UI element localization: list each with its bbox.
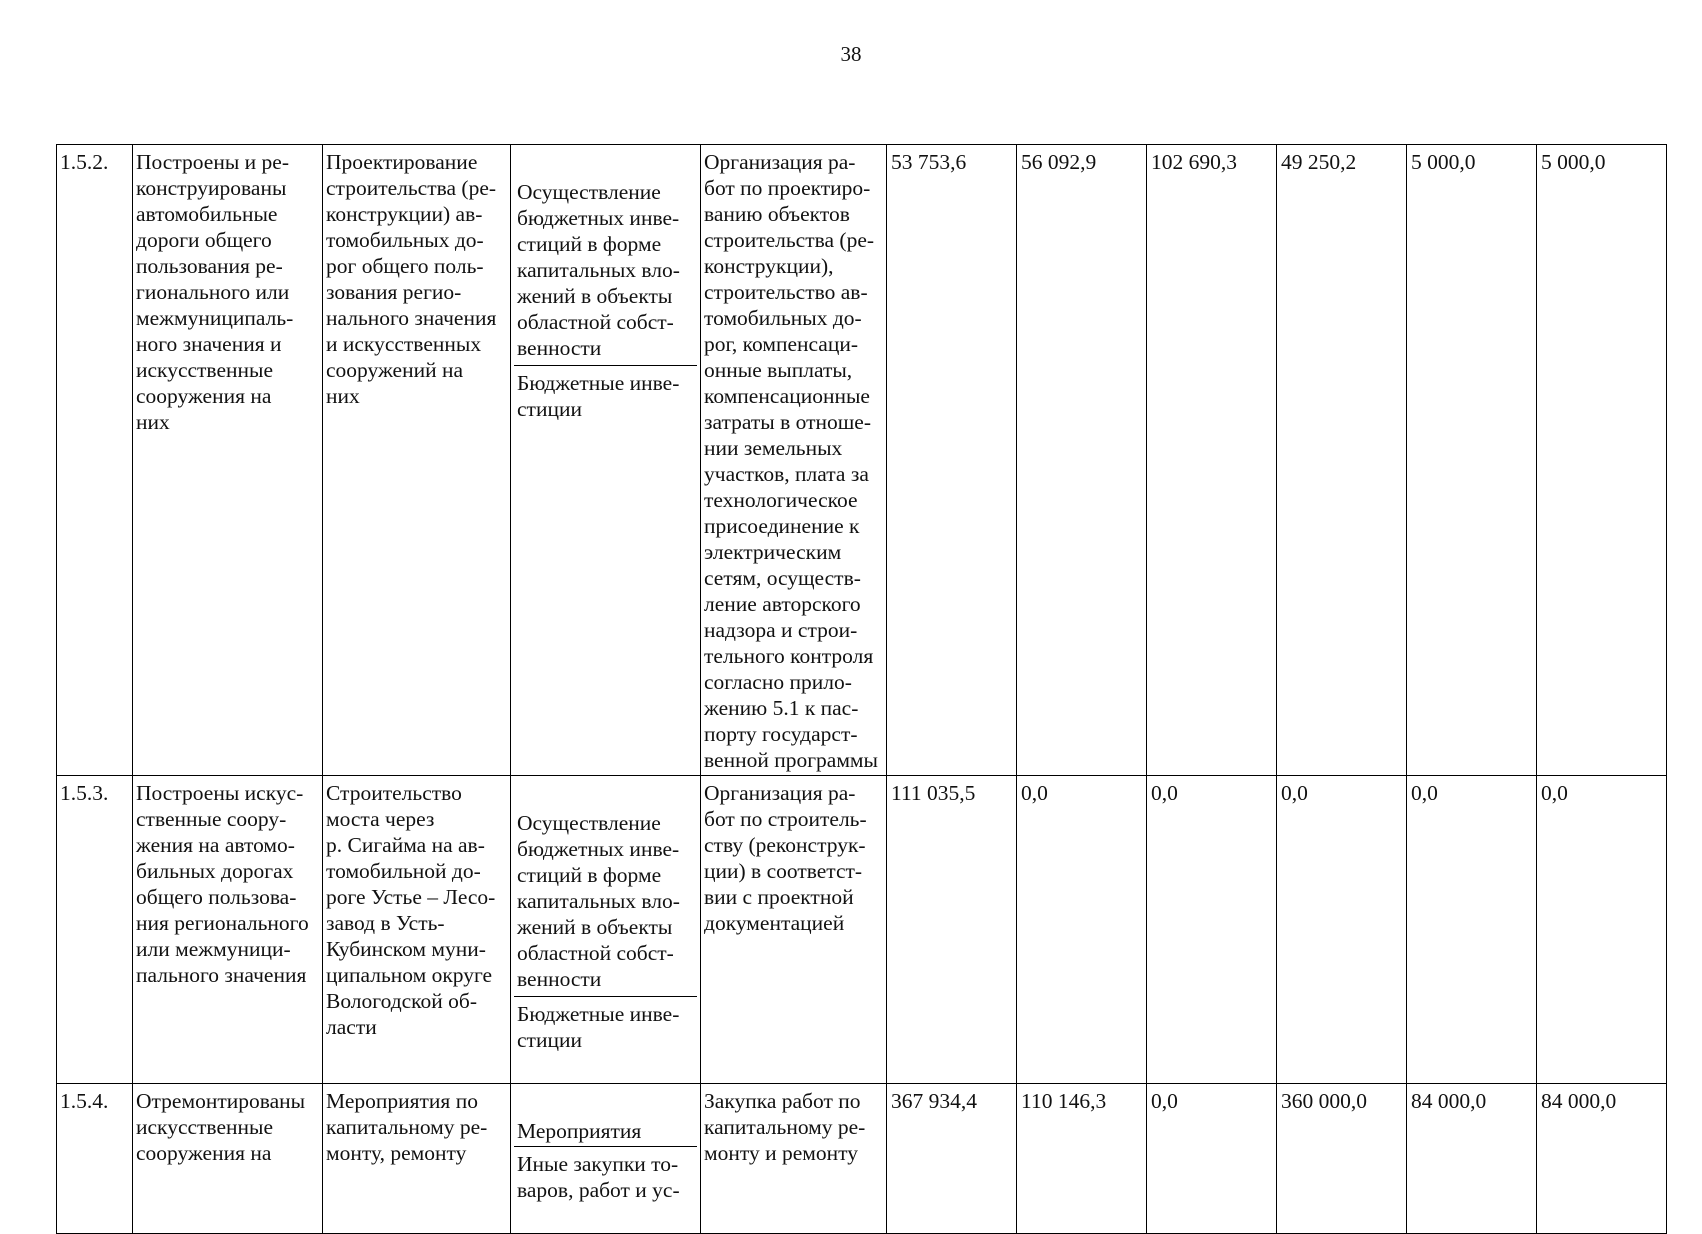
value-cell: 360 000,0 xyxy=(1277,1084,1407,1234)
type-primary: Осуществление бюджетных инве- стиций в форме капитальных вло- жений в объекты областной собст- венности xyxy=(514,806,697,997)
result-cell: Отремонтированы искусственные сооружения на xyxy=(133,1084,323,1234)
value-cell: 84 000,0 xyxy=(1407,1084,1537,1234)
object-cell: Проектирование строительства (ре- конструкции) ав- томобильных до- рог общего поль- зования регио- нального значения и искусственных сооружений на них xyxy=(323,145,511,776)
type-secondary: Бюджетные инве- стиции xyxy=(517,371,680,421)
row-code: 1.5.4. xyxy=(57,1084,133,1234)
description-cell: Организация ра- бот по проектиро- ванию объектов строительства (ре- конструкции), строительство ав- томобильных до- рог, компенсаци- онные выплаты, компенсационные затраты в отноше- нии земельных участков, плата за технологическое присоединение к электрическим сетям, осуществ- ление авторского надзора и строи- тельного контроля согласно прило- жению 5.1 к пас- порту государст- венной программы xyxy=(701,145,887,776)
type-secondary: Иные закупки то- варов, работ и ус- xyxy=(517,1152,680,1202)
value-cell: 102 690,3 xyxy=(1147,145,1277,776)
table-row xyxy=(57,1084,1667,1234)
type-secondary: Бюджетные инве- стиции xyxy=(517,1002,680,1052)
budget-table xyxy=(56,144,1667,1234)
value-cell: 0,0 xyxy=(1147,776,1277,1084)
value-cell: 110 146,3 xyxy=(1017,1084,1147,1234)
object-cell: Строительство моста через р. Сигайма на ав- томобильной до- роге Устье – Лесо- завод в Усть- Кубинском муни- ципальном округе Вологодской об- ласти xyxy=(323,776,511,1084)
page-number: 38 xyxy=(840,42,862,66)
row-code: 1.5.3. xyxy=(57,776,133,1084)
value-cell: 0,0 xyxy=(1407,776,1537,1084)
table-row xyxy=(57,145,1667,776)
value-cell: 53 753,6 xyxy=(887,145,1017,776)
value-cell: 5 000,0 xyxy=(1407,145,1537,776)
value-cell: 84 000,0 xyxy=(1537,1084,1667,1234)
result-cell: Построены искус- ственные соору- жения на автомо- бильных дорогах общего пользова- ния регионального или межмуници- пального значения xyxy=(133,776,323,1084)
value-cell: 111 035,5 xyxy=(887,776,1017,1084)
description-cell: Организация ра- бот по строитель- ству (реконструк- ции) в соответст- вии с проектной документацией xyxy=(701,776,887,1084)
description-cell: Закупка работ по капитальному ре- монту и ремонту xyxy=(701,1084,887,1234)
type-primary: Мероприятия xyxy=(514,1114,697,1147)
type-cell xyxy=(511,776,701,1084)
object-cell: Мероприятия по капитальному ре- монту, ремонту xyxy=(323,1084,511,1234)
value-cell: 367 934,4 xyxy=(887,1084,1017,1234)
value-cell: 0,0 xyxy=(1537,776,1667,1084)
type-cell xyxy=(511,1084,701,1234)
value-cell: 0,0 xyxy=(1277,776,1407,1084)
type-primary: Осуществление бюджетных инве- стиций в форме капитальных вло- жений в объекты областной собст- венности xyxy=(514,175,697,366)
value-cell: 56 092,9 xyxy=(1017,145,1147,776)
value-cell: 0,0 xyxy=(1017,776,1147,1084)
value-cell: 49 250,2 xyxy=(1277,145,1407,776)
type-cell xyxy=(511,145,701,776)
result-cell: Построены и ре- конструированы автомобильные дороги общего пользования ре- гионального или межмуниципаль- ного значения и искусственные сооружения на них xyxy=(133,145,323,776)
value-cell: 5 000,0 xyxy=(1537,145,1667,776)
value-cell: 0,0 xyxy=(1147,1084,1277,1234)
row-code: 1.5.2. xyxy=(57,145,133,776)
table-row xyxy=(57,776,1667,1084)
